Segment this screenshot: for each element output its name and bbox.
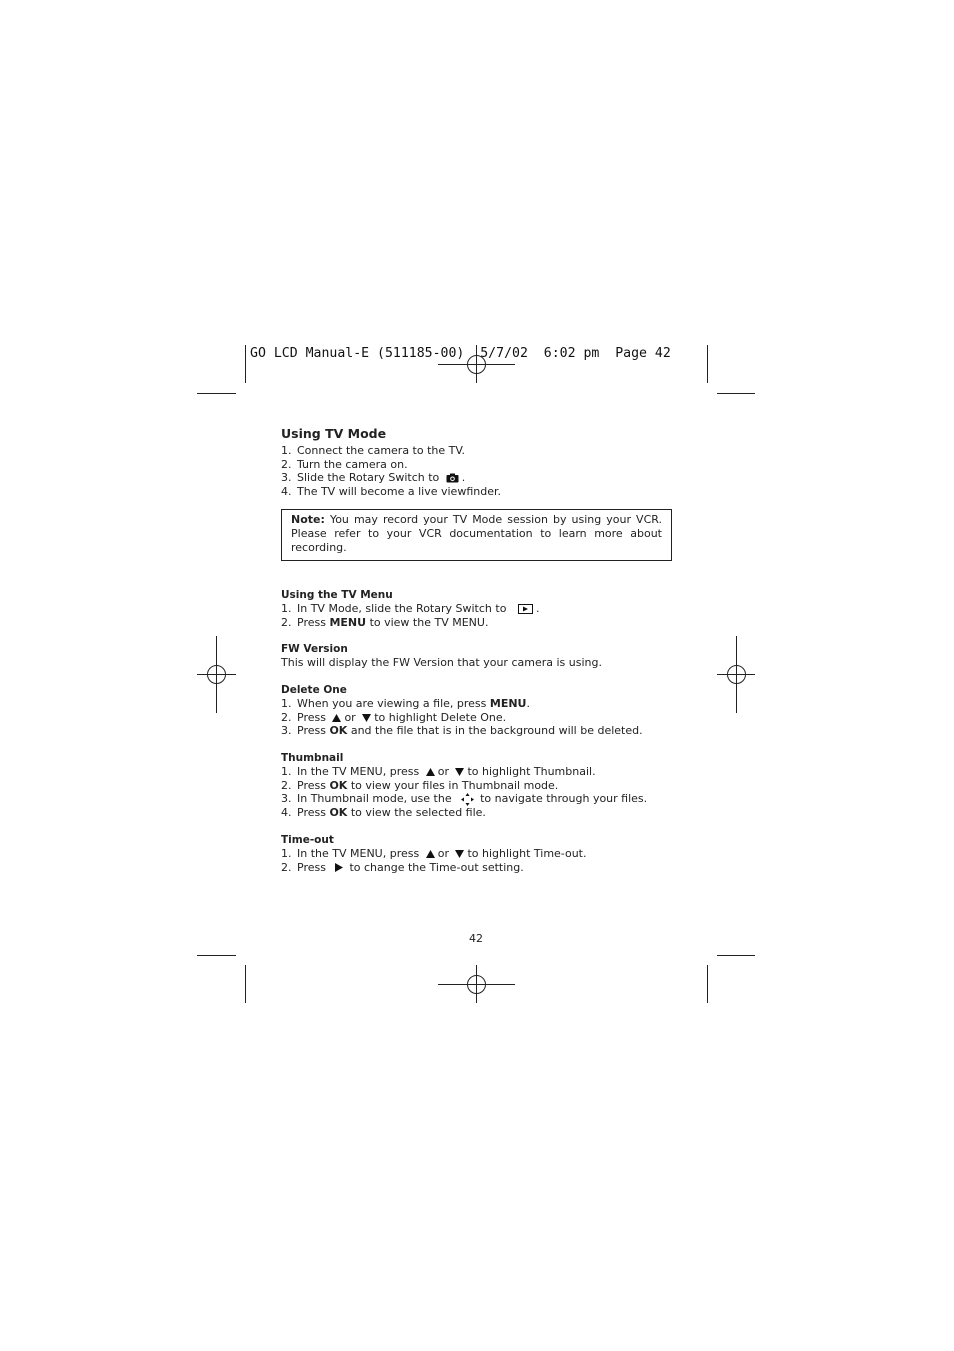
list-item: 3. Slide the Rotary Switch to . xyxy=(281,471,466,485)
section-timeout xyxy=(281,833,681,874)
down-arrow-icon xyxy=(455,850,464,858)
section-thumbnail xyxy=(281,751,681,820)
list-item: 4. The TV will become a live viewfinder. xyxy=(281,485,501,499)
list-item: 1. When you are viewing a file, press MENU. xyxy=(281,696,530,710)
registration-mark-left xyxy=(197,636,236,713)
tv-mode-steps xyxy=(281,444,681,499)
list-item: 2. Press to change the Time-out setting. xyxy=(281,860,524,874)
list-item: 1. In the TV MENU, press or to highlight Thumbnail. xyxy=(281,765,596,779)
down-arrow-icon xyxy=(455,768,464,776)
section-heading: FW Version xyxy=(281,643,348,656)
registration-mark-bottom xyxy=(438,965,515,1003)
section-delete-one xyxy=(281,683,681,738)
section-heading: Time-out xyxy=(281,833,334,846)
list-item: 1. In the TV MENU, press or to highlight Time-out. xyxy=(281,846,587,860)
list-item: 3. Press OK and the file that is in the background will be deleted. xyxy=(281,724,643,738)
section-heading: Delete One xyxy=(281,683,347,696)
list-item: 2. Press or to highlight Delete One. xyxy=(281,710,507,724)
note-box xyxy=(281,509,672,561)
list-item: 4. Press OK to view the selected file. xyxy=(281,806,486,820)
page-number: 42 xyxy=(469,932,483,945)
page-content xyxy=(281,426,681,874)
up-arrow-icon xyxy=(426,850,435,858)
note-label: Note: xyxy=(291,512,325,526)
list-item: 2. Press OK to view your files in Thumbnail mode. xyxy=(281,778,559,792)
playback-icon xyxy=(518,604,533,614)
section-tv-menu xyxy=(281,588,681,629)
section-heading: Thumbnail xyxy=(281,752,344,765)
four-way-navigation-icon xyxy=(461,793,474,806)
up-arrow-icon xyxy=(426,768,435,776)
section-fw-version xyxy=(281,642,681,670)
up-arrow-icon xyxy=(332,714,341,722)
camera-icon xyxy=(446,473,459,483)
section-heading: Using the TV Menu xyxy=(281,588,393,601)
page-title: Using TV Mode xyxy=(281,426,387,441)
printer-slug: GO LCD Manual-E (511185-00) 5/7/02 6:02 pm Page 42 xyxy=(250,346,671,361)
section-text: This will display the FW Version that your camera is using. xyxy=(281,656,602,670)
note-text: You may record your TV Mode session by using your VCR. Please refer to your VCR documentation to learn more about recording. xyxy=(291,512,662,554)
list-item: 2. Turn the camera on. xyxy=(281,457,408,471)
list-item: 1. Connect the camera to the TV. xyxy=(281,444,465,457)
list-item: 1. In TV Mode, slide the Rotary Switch to . xyxy=(281,601,540,615)
right-arrow-icon xyxy=(335,863,343,872)
registration-mark-right xyxy=(717,636,755,713)
down-arrow-icon xyxy=(362,714,371,722)
list-item: 2. Press MENU to view the TV MENU. xyxy=(281,615,489,629)
list-item: 3. In Thumbnail mode, use the to navigate through your files. xyxy=(281,792,648,806)
registration-mark-top xyxy=(438,345,515,383)
